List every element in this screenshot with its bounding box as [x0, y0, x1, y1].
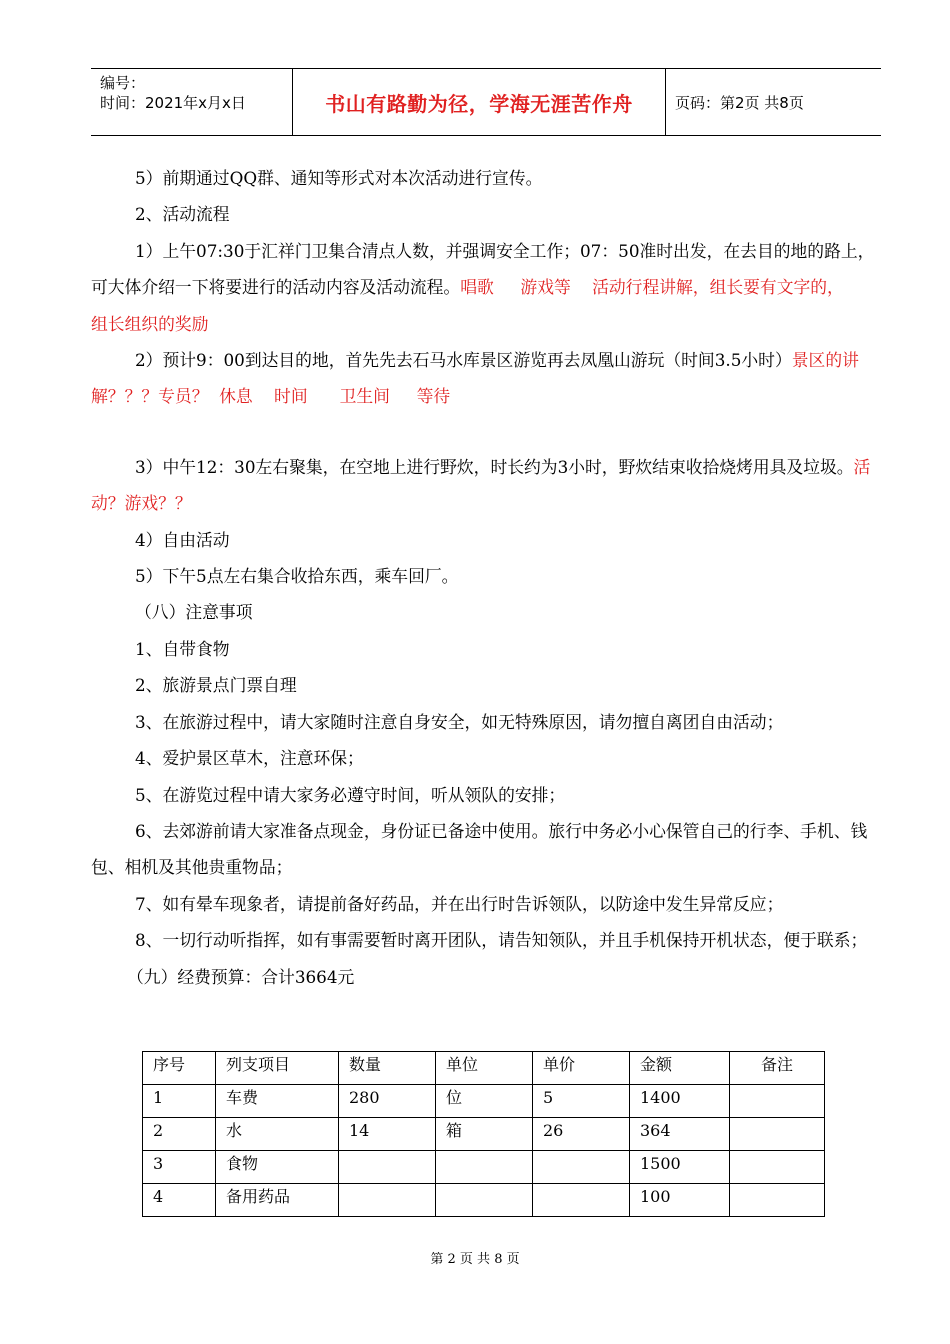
table-cell: 食物: [216, 1151, 339, 1184]
list-item: 2、旅游景点门票自理: [135, 675, 297, 696]
section-heading: 2、活动流程: [135, 204, 230, 225]
table-cell: 车费: [216, 1085, 339, 1118]
table-header-cell: 金额: [630, 1052, 730, 1085]
table-cell: [436, 1151, 533, 1184]
table-cell: [730, 1118, 825, 1151]
table-cell: 280: [339, 1085, 436, 1118]
budget-table: [142, 1051, 825, 1217]
annotation-text: 唱歌 游戏等 活动行程讲解，组长要有文字的， 组长组织的奖励: [91, 277, 876, 334]
table-header-cell: 单位: [436, 1052, 533, 1085]
list-item: 7、如有晕车现象者，请提前备好药品，并在出行时告诉领队，以防途中发生异常反应；: [135, 893, 784, 914]
table-cell: 100: [630, 1184, 730, 1217]
table-header-cell: 数量: [339, 1052, 436, 1085]
paragraph-text: 1）上午07:30于汇祥门卫集合清点人数，并强调安全工作；07：50准时出发，在去目的地的路上，可大体介绍一下将要进行的活动内容及活动流程。: [91, 240, 875, 298]
paragraph: 5）下午5点左右集合收拾东西，乘车回厂。: [135, 566, 459, 587]
table-cell: [436, 1184, 533, 1217]
paragraph: 4）自由活动: [135, 529, 230, 550]
table-header-cell: 序号: [143, 1052, 216, 1085]
table-cell: 水: [216, 1118, 339, 1151]
annotation-text: 景区的讲解？？？专员？ 休息 时间 卫生间 等待: [91, 350, 859, 407]
table-cell: 5: [533, 1085, 630, 1118]
table-cell: [730, 1184, 825, 1217]
list-item: 5、在游览过程中请大家务必遵守时间，听从领队的安排；: [135, 784, 566, 805]
list-item: 6、去郊游前请大家准备点现金，身份证已备途中使用。旅行中务必小心保管自己的行李、手机、钱包、相机及其他贵重物品；: [91, 820, 868, 878]
table-cell: [730, 1151, 825, 1184]
paragraph: 5）前期通过QQ群、通知等形式对本次活动进行宣传。: [135, 168, 543, 188]
table-cell: [533, 1184, 630, 1217]
table-cell: [339, 1151, 436, 1184]
list-item: 1、自带食物: [135, 638, 230, 659]
table-cell: [730, 1085, 825, 1118]
table-cell: [339, 1184, 436, 1217]
paragraph: [91, 233, 883, 342]
table-cell: 14: [339, 1118, 436, 1151]
table-row: [143, 1184, 825, 1217]
paragraph-text: 3）中午12：30左右聚集，在空地上进行野炊，时长约为3小时，野炊结束收拾烧烤用具及垃圾。: [135, 456, 854, 477]
table-cell: 4: [143, 1184, 216, 1217]
table-header-row: [143, 1052, 825, 1085]
paragraph: [91, 342, 883, 415]
paragraph-text: 2）预计9：00到达目的地，首先先去石马水库景区游览再去凤凰山游玩（时间3.5小时）: [135, 350, 792, 371]
table-header-cell: 单价: [533, 1052, 630, 1085]
list-item: 8、一切行动听指挥，如有事需要暂时离开团队，请告知领队，并且手机保持开机状态，便于联系；: [135, 930, 868, 951]
header-page-info: 页码：第2页 共8页: [675, 93, 804, 112]
spacer: [91, 415, 883, 449]
table-cell: 位: [436, 1085, 533, 1118]
table-row: [143, 1085, 825, 1118]
document-body: [91, 160, 883, 995]
table-cell: 箱: [436, 1118, 533, 1151]
list-item: 4、爱护景区草木，注意环保；: [135, 748, 364, 769]
table-cell: 3: [143, 1151, 216, 1184]
list-item: 3、在旅游过程中，请大家随时注意自身安全，如无特殊原因，请勿擅自离团自由活动；: [135, 711, 784, 732]
section-heading: （九）经费预算：合计3664元: [127, 966, 355, 987]
table-header-cell: 备注: [730, 1052, 825, 1085]
table-row: [143, 1118, 825, 1151]
table-cell: [533, 1151, 630, 1184]
header-number: 编号：: [100, 74, 146, 92]
table-cell: 1: [143, 1085, 216, 1118]
table-cell: 364: [630, 1118, 730, 1151]
table-cell: 2: [143, 1118, 216, 1151]
table-cell: 备用药品: [216, 1184, 339, 1217]
header-time: 时间：2021年x月x日: [100, 94, 246, 112]
table-row: [143, 1151, 825, 1184]
annotation-text: 活动？游戏？？: [91, 456, 871, 514]
table-cell: 1400: [630, 1085, 730, 1118]
page-header: [91, 68, 881, 136]
table-cell: 26: [533, 1118, 630, 1151]
paragraph: [91, 449, 883, 522]
table-header-cell: 列支项目: [216, 1052, 339, 1085]
section-heading: （八）注意事项: [135, 602, 253, 623]
header-meta: [91, 69, 293, 135]
header-motto: 书山有路勤为径，学海无涯苦作舟: [293, 69, 666, 135]
table-cell: 1500: [630, 1151, 730, 1184]
page-footer: 第 2 页 共 8 页: [430, 1252, 520, 1267]
